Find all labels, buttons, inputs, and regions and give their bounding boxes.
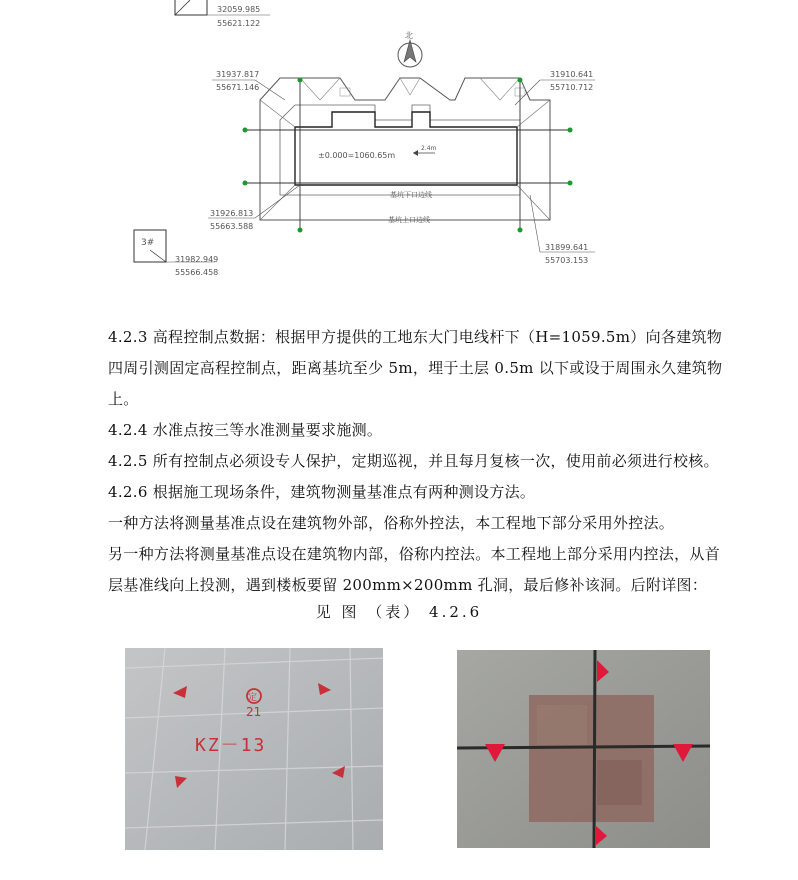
pit-bottom-label: 基坑下口边线 xyxy=(390,191,432,199)
coord-top-left-x: 31937.817 xyxy=(216,70,260,79)
site-plan-drawing xyxy=(120,0,620,285)
photo-column-mark xyxy=(125,648,383,850)
coord-bottom-left-x: 31982.949 xyxy=(175,255,219,264)
control-point xyxy=(518,228,523,233)
coord-left-mid-y: 55663.588 xyxy=(210,222,254,231)
benchmark-box-top xyxy=(175,0,207,15)
control-point xyxy=(568,128,573,133)
painted-number: 21 xyxy=(246,705,262,719)
coord-bottom-right-y: 55703.153 xyxy=(545,256,589,265)
photo-reserved-hole xyxy=(457,650,710,848)
paragraph-external-method: 一种方法将测量基准点设在建筑物外部，俗称外控法，本工程地下部分采用外控法。 xyxy=(108,514,675,532)
control-point xyxy=(243,128,248,133)
coord-top-y: 55621.122 xyxy=(217,19,261,28)
paragraph-4-2-4: 4.2.4 水准点按三等水准测量要求施测。 xyxy=(108,421,383,439)
coord-top-right-y: 55710.712 xyxy=(550,83,594,92)
figure-caption: 见 图 （表） 4.2.6 xyxy=(315,603,483,621)
painted-circle-text: 定 xyxy=(248,693,258,703)
north-arrow-icon xyxy=(398,30,422,67)
coord-top-x: 32059.985 xyxy=(217,5,261,14)
grid-line-vertical xyxy=(594,650,595,848)
building-outline xyxy=(295,112,517,185)
north-label: 北 xyxy=(405,31,413,40)
paragraph-internal-method: 另一种方法将测量基准点设在建筑物内部，俗称内控法。本工程地上部分采用内控法，从首层基准线向上投测，遇到楼板要留 200mm×200mm 孔洞，最后修补该洞。后附详图： xyxy=(108,545,721,594)
paragraph-4-2-3: 4.2.3 高程控制点数据：根据甲方提供的工地东大门电线杆下（H=1059.5m）向各建筑物四周引测固定高程控制点，距离基坑至少 5m，埋于土层 0.5m 以下或设于周围永久建筑物上。 xyxy=(108,328,723,408)
paragraph-4-2-6: 4.2.6 根据施工现场条件，建筑物测量基准点有两种测设方法。 xyxy=(108,483,536,501)
coord-bottom-left-y: 55566.458 xyxy=(175,268,219,277)
benchmark-label: 3# xyxy=(141,238,155,248)
control-point xyxy=(298,78,303,83)
coord-top-left-y: 55671.146 xyxy=(216,83,260,92)
pit-top-label: 基坑上口边线 xyxy=(388,216,430,224)
control-point xyxy=(298,228,303,233)
control-point xyxy=(568,181,573,186)
coord-top-right-x: 31910.641 xyxy=(550,70,594,79)
control-point xyxy=(243,181,248,186)
painted-column-label: KZ－13 xyxy=(195,735,267,756)
coord-left-mid-x: 31926.813 xyxy=(210,209,254,218)
slope-label: 2.4m xyxy=(421,145,437,152)
site-plan-svg xyxy=(120,0,620,285)
elevation-label: ±0.000=1060.65m xyxy=(318,151,396,160)
control-point xyxy=(518,78,523,83)
coord-bottom-right-x: 31899.641 xyxy=(545,243,589,252)
paragraph-4-2-5: 4.2.5 所有控制点必须设专人保护，定期巡视，并且每月复核一次，使用前必须进行校核。 xyxy=(108,452,719,470)
